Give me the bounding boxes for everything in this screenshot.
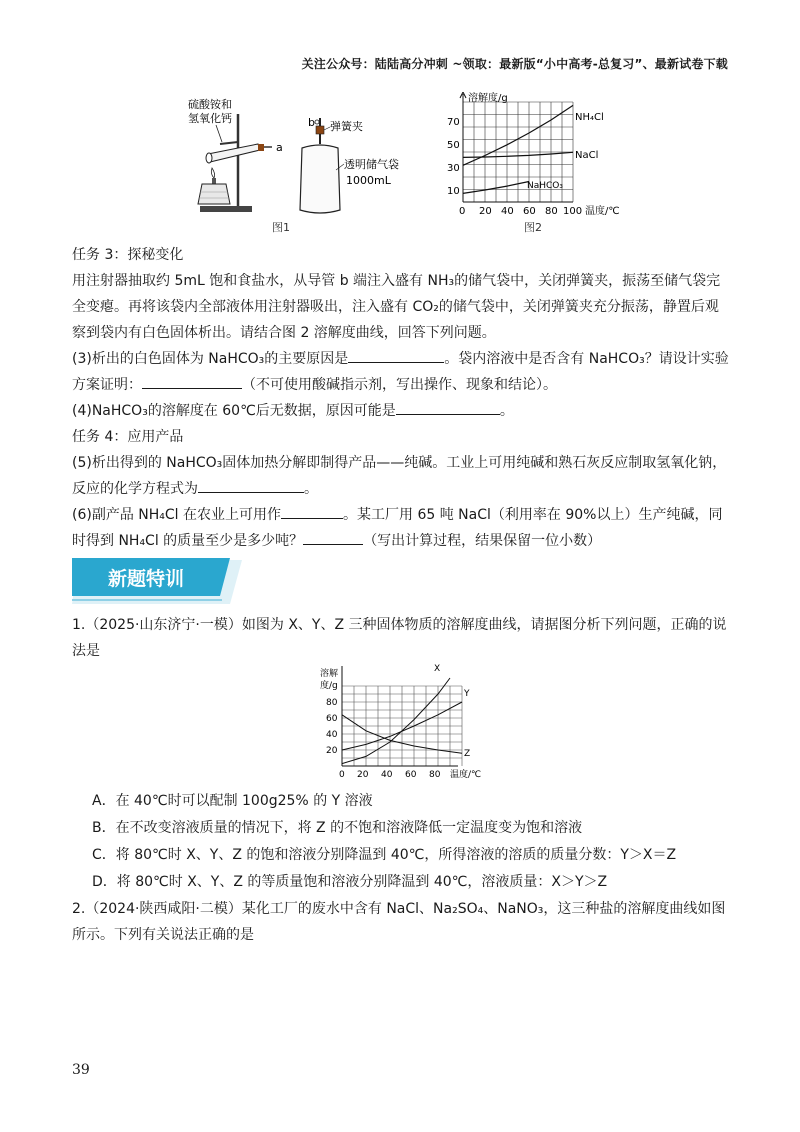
q3-answer-blank-2[interactable] <box>142 372 242 389</box>
reagent-label-line1: 硫酸铵和 <box>188 98 232 111</box>
chart3-xlabel: 温度/℃ <box>450 770 482 780</box>
chart3-label-y: Y <box>464 689 470 699</box>
q5-text-1: (5)析出得到的 NaHCO₃固体加热分解即制得产品——纯碱。工业上可用纯碱和熟石灰反应制取氢氧化钠，反应的化学方程式为 <box>72 455 727 497</box>
chart3-ytick-80: 80 <box>326 698 338 708</box>
question-5 <box>72 450 732 502</box>
figure1-caption: 图1 <box>272 221 290 234</box>
clamp-icon <box>315 118 324 144</box>
q3-text-3: （不可使用酸碱指示剂，写出操作、现象和结论）。 <box>242 377 557 393</box>
chart2-ytick-10: 10 <box>447 186 460 197</box>
chart3-xtick-40: 40 <box>381 770 393 780</box>
chart3-ytick-40: 40 <box>326 730 338 740</box>
storage-bag <box>300 145 340 213</box>
chart2-ytick-70: 70 <box>447 117 460 128</box>
q6-answer-blank-2[interactable] <box>303 528 363 545</box>
chart3-grid <box>342 686 462 766</box>
chart2-ytick-50: 50 <box>447 140 460 151</box>
question-1-options <box>92 788 732 896</box>
chart2-xtick-80: 80 <box>545 206 558 216</box>
chart2-xtick-40: 40 <box>501 206 514 216</box>
task-content <box>72 242 732 554</box>
question-3 <box>72 346 732 398</box>
q4-text-2: 。 <box>499 403 514 419</box>
figure-apparatus <box>180 92 420 232</box>
question-4 <box>72 398 732 424</box>
chart3-xtick-80: 80 <box>429 770 441 780</box>
option-a[interactable]: A．在 40℃时可以配制 100g25% 的 Y 溶液 <box>92 793 373 809</box>
chart2-ylabel: 溶解度/g <box>468 93 508 104</box>
option-c[interactable]: C．将 80℃时 X、Y、Z 的饱和溶液分别降温到 40℃，所得溶液的溶质的质量分数：Y＞X＝Z <box>92 847 677 863</box>
q6-answer-blank-1[interactable] <box>281 502 343 519</box>
option-b[interactable]: B．在不改变溶液质量的情况下，将 Z 的不饱和溶液降低一定温度变为饱和溶液 <box>92 820 583 836</box>
figure2-caption: 图2 <box>524 221 542 234</box>
chart3-ylabel-line2: 度/g <box>320 681 338 691</box>
q5-answer-blank[interactable] <box>198 476 304 493</box>
question-1-stem: 1.（2025·山东济宁·一模）如图为 X、Y、Z 三种固体物质的溶解度曲线，请据图分析下列问题，正确的说法是 <box>72 617 727 659</box>
q4-text-1: (4)NaHCO₃的溶解度在 60℃后无数据，原因可能是 <box>72 403 396 419</box>
stand-base <box>200 206 252 212</box>
q5-text-2: 。 <box>304 481 318 497</box>
chart3-series-x <box>342 678 450 764</box>
q3-text-2: 。袋内溶液中是否含有 NaHCO₃？请设计实验方案证明： <box>72 351 729 393</box>
chart2-label-nacl: NaCl <box>575 150 599 161</box>
page-number: 39 <box>72 1062 90 1078</box>
chart3-label-x: X <box>434 664 441 674</box>
chart2-xtick-20: 20 <box>479 206 492 216</box>
section-banner <box>72 556 242 604</box>
reagent-label-line2: 氢氧化钙 <box>188 112 232 125</box>
chart3-xtick-60: 60 <box>405 770 417 780</box>
chart2-xtick-60: 60 <box>523 206 536 216</box>
chart3-xtick-20: 20 <box>357 770 369 780</box>
chart2-label-nh4cl: NH₄Cl <box>575 112 604 123</box>
chart3-ylabel-line1: 溶解 <box>320 669 339 679</box>
chart3-xtick-0: 0 <box>339 770 345 780</box>
chart2-xlabel: 温度/℃ <box>585 206 620 216</box>
section-banner-title: 新题特训 <box>108 568 185 590</box>
chart3-ytick-60: 60 <box>326 714 338 724</box>
chart2-xtick-0: 0 <box>459 206 466 216</box>
chart3-label-z: Z <box>464 749 471 759</box>
q6-text-2: 。某工厂用 65 吨 NaCl（利用率在 90%以上）生产纯碱，同时得到 NH₄Cl 的质量至少是多少吨？ <box>72 507 723 549</box>
chart3-ytick-20: 20 <box>326 746 338 756</box>
question-2-stem: 2.（2024·陕西咸阳·二模）某化工厂的废水中含有 NaCl、Na₂SO₄、NaNO₃，这三种盐的溶解度曲线如图所示。下列有关说法正确的是 <box>72 901 726 943</box>
figure-solubility-chart-xyz <box>318 664 488 780</box>
reagent-pointer <box>216 125 222 142</box>
bag-label-line1: 透明储气袋 <box>344 158 399 171</box>
chart3-axes <box>342 666 458 766</box>
q3-answer-blank-1[interactable] <box>348 346 444 363</box>
task3-paragraph: 用注射器抽取约 5mL 饱和食盐水，从导管 b 端注入盛有 NH₃的储气袋中，关闭弹簧夹，振荡至储气袋完全变瘪。再将该袋内全部液体用注射器吸出，注入盛有 CO₂的储气袋中，关闭弹簧夹充分振荡，静置后观察到袋内有白色固体析出。请结合图 2 溶解度曲线，回答下列问题。 <box>72 273 721 341</box>
chart2-label-nahco3: NaHCO₃ <box>527 181 563 191</box>
q3-text-1: (3)析出的白色固体为 NaHCO₃的主要原因是 <box>72 351 349 367</box>
alcohol-lamp <box>198 168 230 204</box>
clamp-label: 弹簧夹 <box>330 120 363 133</box>
chart2-xtick-100: 100 <box>563 206 583 216</box>
task3-title: 任务 3：探秘变化 <box>72 247 184 263</box>
label-b: b <box>308 116 315 129</box>
figure-solubility-chart-2 <box>435 92 645 216</box>
page-header: 关注公众号：陆陆高分冲刺 ~领取：最新版“小中高考-总复习”、最新试卷下载 <box>301 57 728 71</box>
q6-text-1: (6)副产品 NH₄Cl 在农业上可用作 <box>72 507 282 523</box>
q4-answer-blank[interactable] <box>396 398 500 415</box>
label-a: a <box>276 141 283 154</box>
bag-label-line2: 1000mL <box>346 174 391 187</box>
question-6 <box>72 502 732 554</box>
task4-title: 任务 4：应用产品 <box>72 429 184 445</box>
chart2-ytick-30: 30 <box>447 163 460 174</box>
stand-clamp <box>220 142 238 144</box>
q6-text-3: （写出计算过程，结果保留一位小数） <box>363 533 602 549</box>
option-d[interactable]: D．将 80℃时 X、Y、Z 的等质量饱和溶液分别降温到 40℃，溶液质量：X＞Y＞Z <box>92 874 608 890</box>
